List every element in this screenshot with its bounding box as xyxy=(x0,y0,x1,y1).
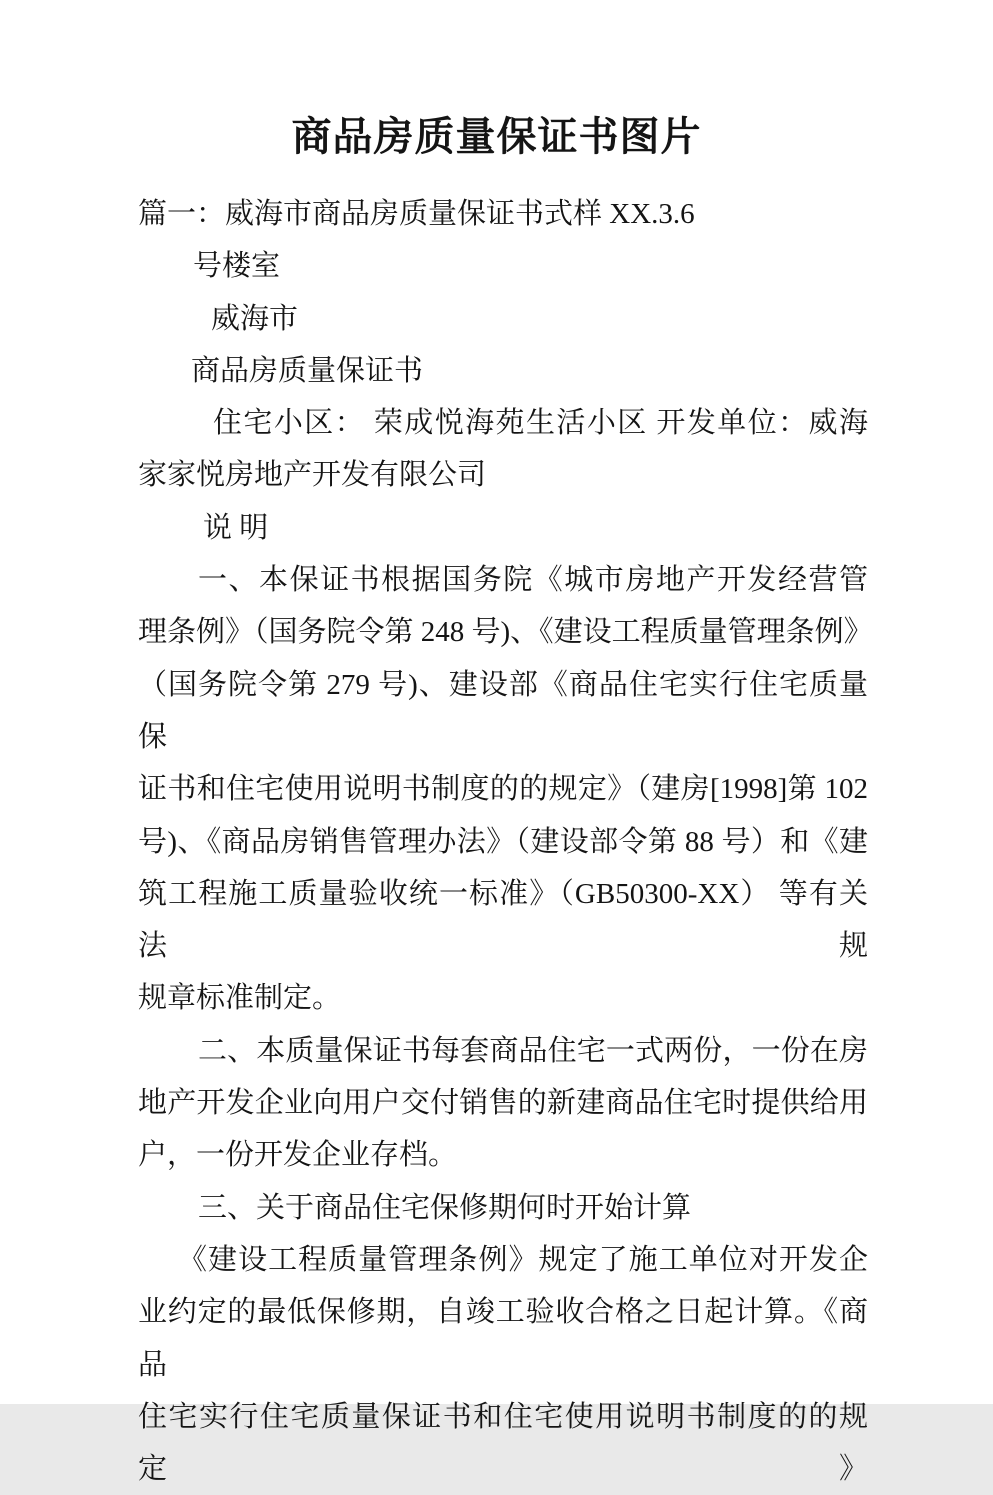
text-line: 《建设工程质量管理条例》规定了施工单位对开发企 xyxy=(178,1243,868,1276)
text-line: 说 明 xyxy=(203,511,269,544)
text-line: 号楼室 xyxy=(193,250,281,283)
text-line: 三、关于商品住宅保修期何时开始计算 xyxy=(198,1191,692,1224)
text-line: 筑工程施工质量验收统一标准》（GB50300-XX） 等有关法规 xyxy=(138,877,868,963)
text-line: 业约定的最低保修期，自竣工验收合格之日起计算。《商品 xyxy=(138,1296,868,1381)
text-line: 家家悦房地产开发有限公司 xyxy=(138,459,487,492)
paragraph-community-info xyxy=(138,397,868,502)
text-line: 二、本质量保证书每套商品住宅一式两份，一份在房 xyxy=(198,1034,868,1067)
text-line: 威海市 xyxy=(211,302,299,335)
document-body xyxy=(138,188,873,1495)
paragraph xyxy=(138,345,868,397)
text-line: 地产开发企业向用户交付销售的新建商品住宅时提供给用 xyxy=(138,1087,868,1120)
document-title: 商品房质量保证书图片 xyxy=(291,114,702,159)
text-line: 住宅实行住宅质量保证书和住宅使用说明书制度的的规定》 xyxy=(138,1400,868,1486)
paragraph-regulation xyxy=(138,1234,868,1495)
text-line: 一、本保证书根据国务院《城市房地产开发经营管 xyxy=(198,564,868,597)
paragraph-section-heading xyxy=(138,188,868,240)
text-line: 商品房质量保证书 xyxy=(191,354,424,387)
paragraph-item-1 xyxy=(138,554,873,1025)
text-line: （国务院令第 279 号)、建设部《商品住宅实行住宅质量保 xyxy=(138,668,868,753)
text-line: 户，一份开发企业存档。 xyxy=(138,1139,458,1172)
text-line: 住宅小区： 荣成悦海苑生活小区 开发单位：威海 xyxy=(213,407,868,440)
text-line: 号)、《商品房销售管理办法》（建设部令第 88 号）和《建 xyxy=(138,825,868,858)
text-line: 理条例》（国务院令第 248 号)、《建设工程质量管理条例》 xyxy=(138,616,873,649)
paragraph-item-3 xyxy=(138,1182,868,1234)
text-line: 规章标准制定。 xyxy=(138,982,342,1015)
text-line: 篇一：威海市商品房质量保证书式样 XX.3.6 xyxy=(138,198,695,230)
paragraph xyxy=(138,240,868,292)
paragraph-subheading xyxy=(138,502,868,554)
paragraph xyxy=(138,293,868,345)
text-line: 证书和住宅使用说明书制度的的规定》（建房[1998]第 102 xyxy=(138,773,868,806)
paragraph-item-2 xyxy=(138,1025,868,1182)
